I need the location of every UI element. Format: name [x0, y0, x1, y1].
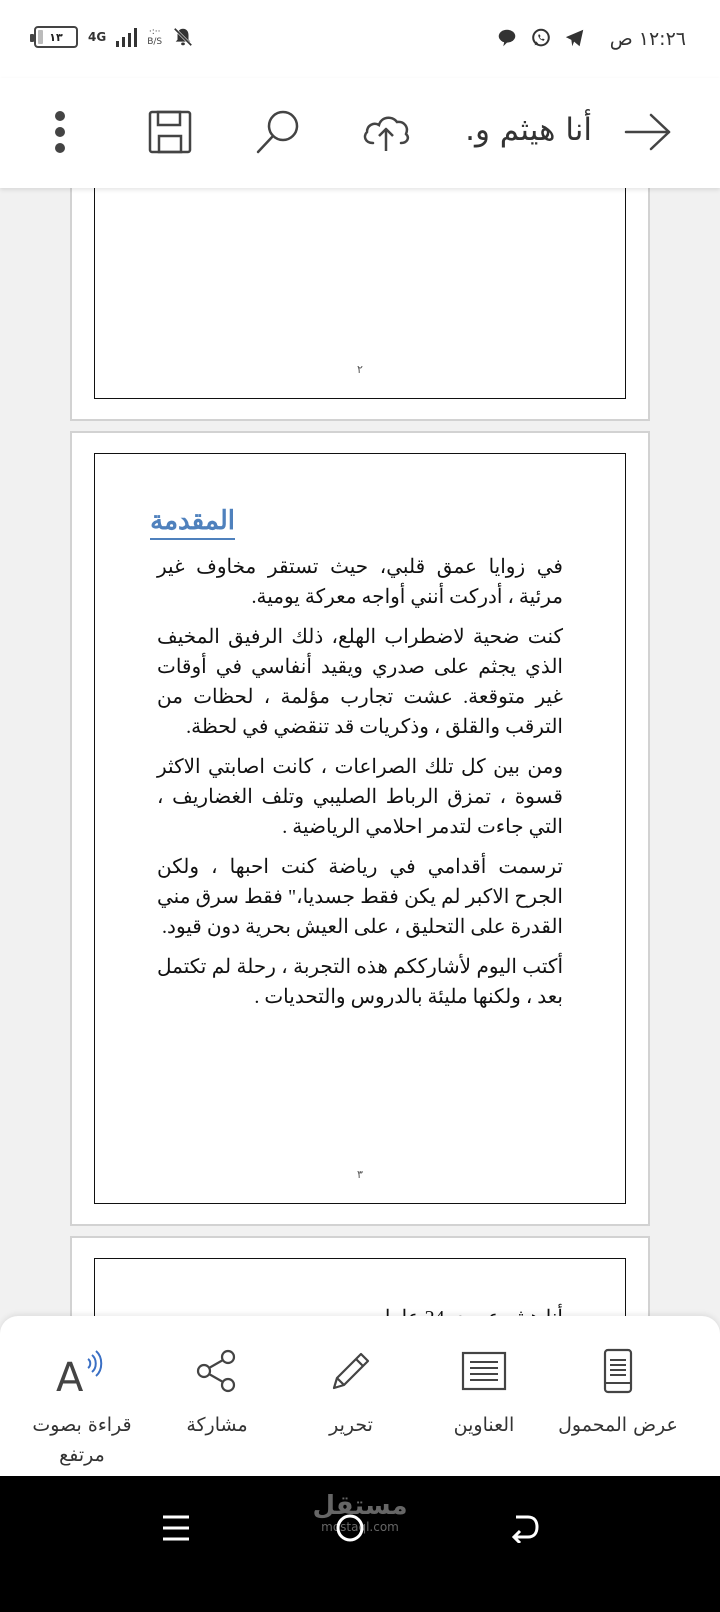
home-button[interactable]	[320, 1500, 380, 1556]
document-page	[70, 431, 650, 1226]
more-options-button[interactable]	[30, 102, 90, 162]
whatsapp-icon	[530, 27, 552, 49]
read-aloud-icon	[54, 1347, 110, 1395]
home-circle-icon	[334, 1512, 366, 1544]
recent-apps-button[interactable]	[146, 1500, 206, 1556]
back-arrow-icon	[508, 1513, 540, 1543]
arrow-forward-icon	[624, 112, 672, 152]
edit-button[interactable]	[281, 1336, 421, 1440]
telegram-icon	[564, 27, 586, 49]
status-bar	[0, 0, 720, 78]
paragraph[interactable]: في زوايا عمق قلبي، حيث تستقر مخاوف غير مرئية ، أدركت أنني أواجه معركة يومية.	[157, 556, 563, 608]
clock: ١٢:٢٦ ص	[609, 28, 686, 50]
watermark-latin: mostaql.com	[321, 1520, 399, 1534]
action-label: قراءة بصوت مرتفع	[32, 1414, 132, 1466]
back-nav-button[interactable]	[494, 1500, 554, 1556]
back-button[interactable]	[618, 102, 678, 162]
bottom-action-bar	[0, 1316, 720, 1476]
paragraph[interactable]: ترسمت أقدامي في رياضة كنت احبها ، ولكن الجرح الاكبر لم يكن فقط جسديا،" فقط سرق مني القدرة على التحليق ، على العيش بحرية دون قيود.	[157, 856, 563, 938]
search-button[interactable]	[248, 102, 308, 162]
save-icon	[147, 109, 193, 155]
pencil-icon	[328, 1348, 374, 1394]
signal-strength-icon	[116, 27, 137, 47]
mobile-view-button[interactable]	[548, 1336, 688, 1440]
document-toolbar	[0, 78, 720, 188]
page-border	[94, 453, 626, 1204]
battery-icon	[34, 26, 78, 48]
search-icon	[253, 107, 303, 157]
action-label: عرض المحمول	[558, 1414, 678, 1436]
status-icons-notifications	[496, 27, 586, 49]
action-label: تحرير	[329, 1414, 373, 1436]
page-number: ٢	[357, 363, 363, 376]
watermark-arabic: مستقل	[312, 1491, 408, 1521]
headings-button[interactable]	[414, 1336, 554, 1440]
paragraph[interactable]: أكتب اليوم لأشارككم هذه التجربة ، رحلة لم تكتمل بعد ، ولكنها مليئة بالدروس والتحديات .	[157, 956, 563, 1008]
body-text[interactable]	[157, 552, 563, 1022]
document-page	[70, 170, 650, 421]
status-icons-system	[34, 26, 194, 48]
share-button[interactable]	[147, 1336, 287, 1440]
read-aloud-button[interactable]	[12, 1336, 152, 1470]
cloud-upload-icon	[359, 109, 413, 155]
headings-icon	[461, 1351, 507, 1391]
paragraph[interactable]: ومن بين كل تلك الصراعات ، كانت اصابتي الاكثر قسوة ، تمزق الرباط الصليبي وتلف الغضاريف ، التي جاءت لتدمر احلامي الرياضية .	[157, 756, 563, 838]
action-label: مشاركة	[186, 1414, 248, 1436]
save-button[interactable]	[140, 102, 200, 162]
share-icon	[194, 1348, 240, 1394]
section-heading[interactable]: المقدمة	[150, 506, 235, 540]
chat-bubble-icon	[496, 27, 518, 49]
cloud-upload-button[interactable]	[356, 102, 416, 162]
menu-icon	[161, 1514, 191, 1542]
page-number: ٣	[357, 1168, 363, 1181]
svg-text:A: A	[56, 1355, 84, 1395]
network-type: 4G	[88, 30, 107, 44]
bell-off-icon	[172, 26, 194, 48]
page-border	[94, 172, 626, 399]
system-navigation-bar	[0, 1476, 720, 1612]
more-vertical-icon	[53, 110, 67, 154]
paragraph[interactable]: كنت ضحية لاضطراب الهلع، ذلك الرفيق المخيف الذي يجثم على صدري ويقيد أنفاسي في أوقات غير متوقعة. عشت تجارب مؤلمة ، لحظات من الترقب والقلق ، وذكريات قد تنقضي في لحظة.	[157, 626, 563, 738]
battery-level: ١٣	[49, 30, 63, 44]
document-title[interactable]: أنا هيثم و.	[465, 112, 592, 148]
mobile-view-icon	[603, 1348, 633, 1394]
action-label: العناوين	[453, 1414, 515, 1436]
data-speed: ·:·· B/S	[147, 27, 163, 47]
